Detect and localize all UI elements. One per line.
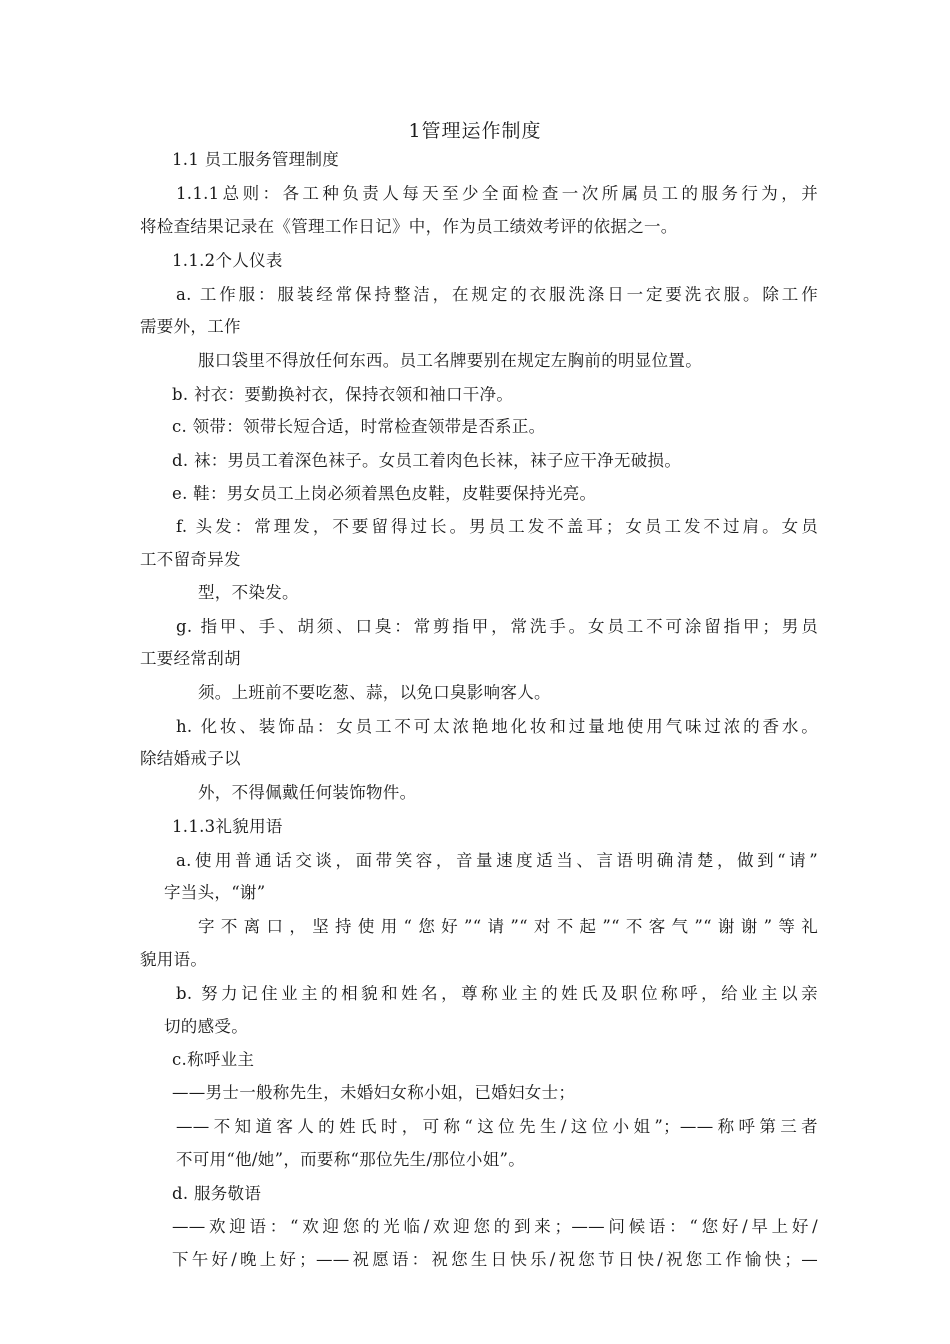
paragraph-line: e. 鞋：男女员工上岗必须着黑色皮鞋，皮鞋要保持光亮。 bbox=[172, 484, 597, 503]
paragraph-line: 需要外，工作 bbox=[140, 317, 241, 336]
paragraph-line: 除结婚戒子以 bbox=[140, 749, 241, 768]
paragraph-line: 型，不染发。 bbox=[198, 583, 299, 602]
paragraph-line: c. 领带：领带长短合适，时常检查领带是否系正。 bbox=[172, 417, 546, 436]
section-heading-1-1-2: 1.1.2个人仪表 bbox=[172, 251, 283, 270]
paragraph-line: b. 努力记住业主的相貌和姓名，尊称业主的姓氏及职位称呼，给业主以亲 bbox=[176, 984, 818, 1003]
paragraph-line: c.称呼业主 bbox=[172, 1050, 255, 1069]
paragraph-line: 服口袋里不得放任何东西。员工名牌要别在规定左胸前的明显位置。 bbox=[198, 351, 702, 370]
paragraph-line: 字当头，“谢” bbox=[164, 883, 266, 902]
section-heading-1-1-3: 1.1.3礼貌用语 bbox=[172, 817, 283, 836]
paragraph-line: 貌用语。 bbox=[140, 950, 208, 969]
paragraph-line: ——欢迎语：“欢迎您的光临/欢迎您的到来；——问候语：“您好/早上好/ bbox=[172, 1217, 818, 1236]
paragraph-line: 工要经常刮胡 bbox=[140, 649, 241, 668]
paragraph-line: 外，不得佩戴任何装饰物件。 bbox=[198, 783, 417, 802]
paragraph-line: g. 指甲、手、胡须、口臭：常剪指甲，常洗手。女员工不可涂留指甲；男员 bbox=[176, 617, 818, 636]
paragraph-line: 不可用“他/她”，而要称“那位先生/那位小姐”。 bbox=[176, 1150, 526, 1169]
paragraph-line: 切的感受。 bbox=[164, 1017, 248, 1036]
document-title: 1管理运作制度 bbox=[408, 120, 542, 142]
paragraph-line: 字不离口，坚持使用“您好”“请”“对不起”“不客气”“谢谢”等礼 bbox=[198, 917, 818, 936]
paragraph-line: ——男士一般称先生，未婚妇女称小姐，已婚妇女士； bbox=[172, 1083, 576, 1102]
paragraph-line: a. 工作服：服装经常保持整洁，在规定的衣服洗涤日一定要洗衣服。除工作 bbox=[176, 285, 818, 304]
paragraph-line: 下午好/晚上好；——祝愿语：祝您生日快乐/祝您节日快/祝您工作愉快；— bbox=[172, 1250, 818, 1269]
paragraph-line: 须。上班前不要吃葱、蒜，以免口臭影响客人。 bbox=[198, 683, 551, 702]
section-heading-1-1: 1.1 员工服务管理制度 bbox=[172, 150, 340, 169]
paragraph-line: d. 袜：男员工着深色袜子。女员工着肉色长袜，袜子应干净无破损。 bbox=[172, 451, 682, 470]
paragraph-line: f. 头发：常理发，不要留得过长。男员工发不盖耳；女员工发不过肩。女员 bbox=[176, 517, 818, 536]
paragraph-line: ——不知道客人的姓氏时，可称“这位先生/这位小姐”；——称呼第三者 bbox=[176, 1117, 818, 1136]
paragraph-line: d. 服务敬语 bbox=[172, 1184, 262, 1203]
paragraph-line: b. 衬衣：要勤换衬衣，保持衣领和袖口干净。 bbox=[172, 385, 514, 404]
paragraph-line: a.使用普通话交谈，面带笑容，音量速度适当、言语明确清楚，做到“请” bbox=[176, 851, 818, 870]
paragraph-line: 将检查结果记录在《管理工作日记》中，作为员工绩效考评的依据之一。 bbox=[140, 217, 678, 236]
paragraph-line: 1.1.1总则：各工种负责人每天至少全面检查一次所属员工的服务行为，并 bbox=[176, 184, 818, 203]
paragraph-line: h. 化妆、装饰品：女员工不可太浓艳地化妆和过量地使用气味过浓的香水。 bbox=[176, 717, 818, 736]
paragraph-line: 工不留奇异发 bbox=[140, 550, 241, 569]
